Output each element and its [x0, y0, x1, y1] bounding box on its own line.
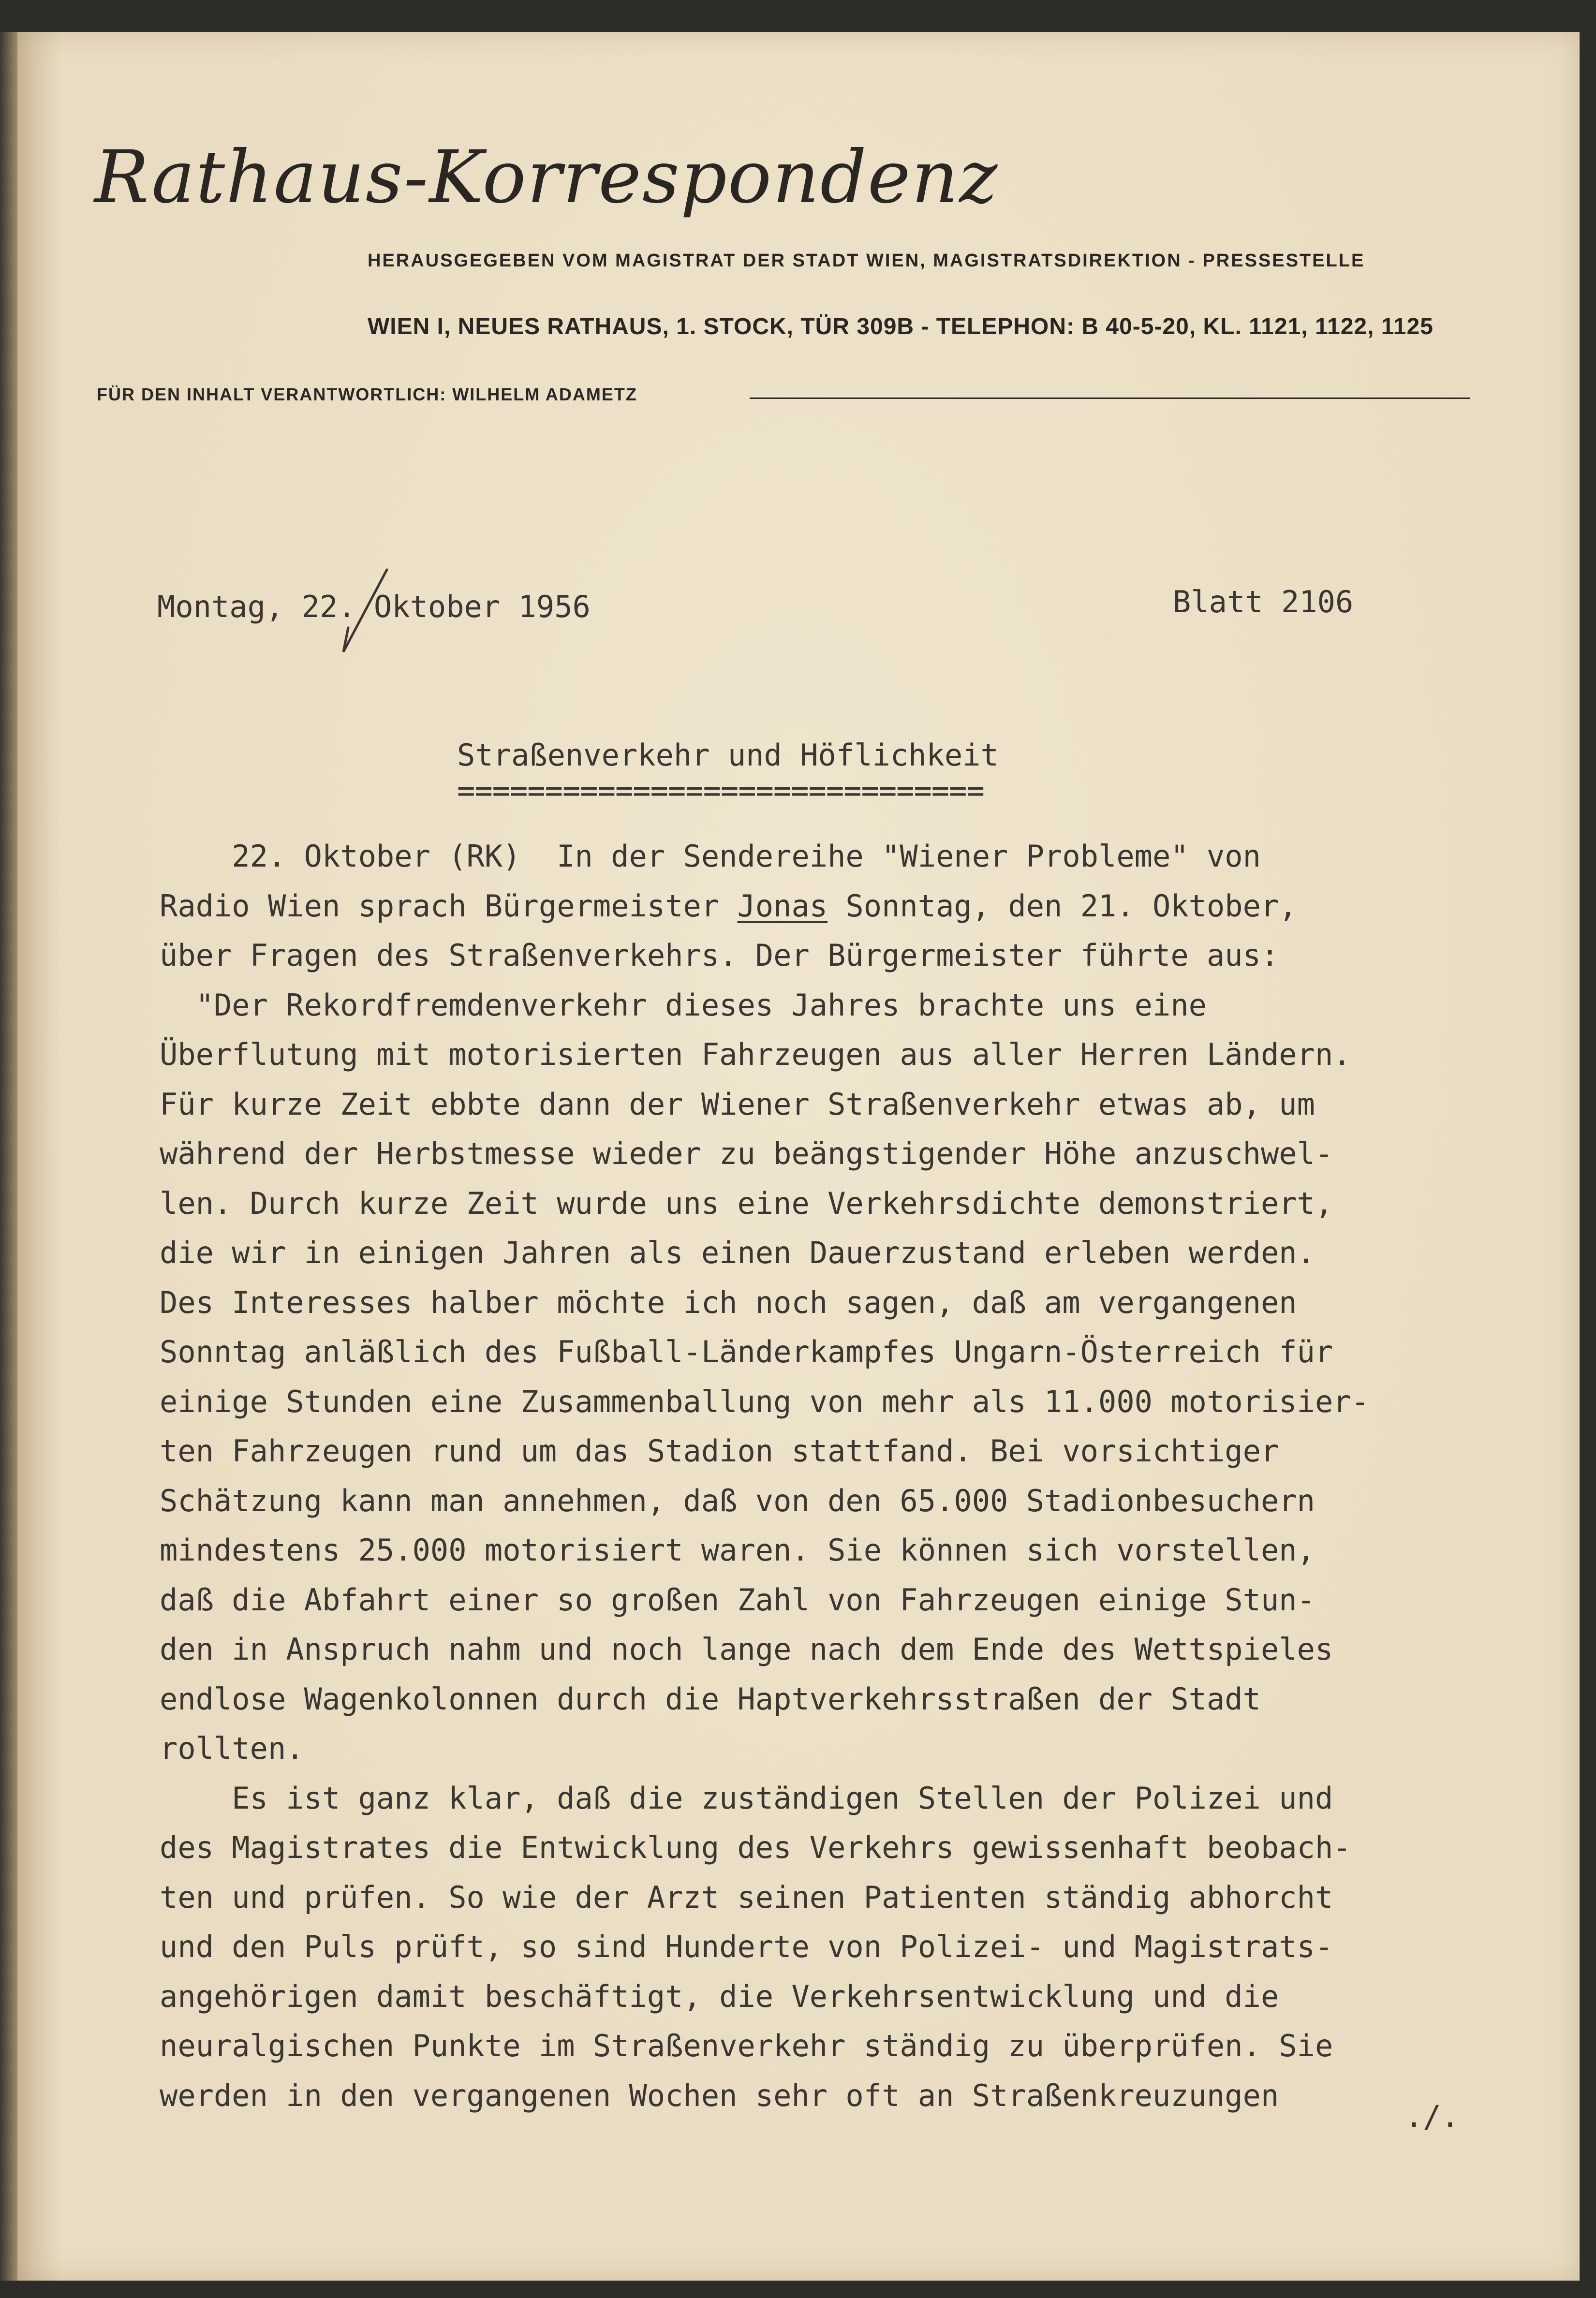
body-line: angehörigen damit beschäftigt, die Verkehrsentwicklung und die [160, 1978, 1279, 2014]
body-line: daß die Abfahrt einer so großen Zahl von Fahrzeugen einige Stun- [160, 1582, 1315, 1618]
body-line: des Magistrates die Entwicklung des Verkehrs gewissenhaft beobach- [160, 1830, 1351, 1865]
body-line: Es ist ganz klar, daß die zuständigen Stellen der Polizei und [160, 1780, 1333, 1816]
address-line: WIEN I, NEUES RATHAUS, 1. STOCK, TÜR 309B - TELEPHON: B 40-5-20, KL. 1121, 1122, 1125 [368, 314, 1433, 339]
check-mark-icon [339, 565, 392, 662]
underlined-name: Jonas [737, 888, 828, 924]
body-line: Überflutung mit motorisierten Fahrzeugen aus aller Herren Ländern. [160, 1037, 1351, 1072]
body-line: den in Anspruch nahm und noch lange nach dem Ende des Wettspieles [160, 1632, 1333, 1667]
continuation-mark: ./. [1405, 2099, 1459, 2134]
body-line: endlose Wagenkolonnen durch die Haptverkehrsstraßen der Stadt [160, 1681, 1261, 1717]
body-line: Sonntag anläßlich des Fußball-Länderkampfes Ungarn-Österreich für [160, 1334, 1333, 1370]
body-line: werden in den vergangenen Wochen sehr oft an Straßenkreuzungen [160, 2077, 1279, 2113]
sheet-number: Blatt 2106 [1173, 584, 1354, 619]
body-line: Für kurze Zeit ebbte dann der Wiener Straßenverkehr etwas ab, um [160, 1086, 1315, 1122]
body-line: Schätzung kann man annehmen, daß von den 65.000 Stadionbesuchern [160, 1483, 1315, 1518]
responsible-rule [750, 398, 1470, 399]
title-underline: ============================== [457, 773, 984, 808]
body-line: während der Herbstmesse wieder zu beängstigender Höhe anzuschwel- [160, 1136, 1333, 1171]
body-line: Radio Wien sprach Bürgermeister Jonas Sonntag, den 21. Oktober, [160, 888, 1297, 924]
body-line: über Fragen des Straßenverkehrs. Der Bürgermeister führte aus: [160, 938, 1279, 973]
body-line: mindestens 25.000 motorisiert waren. Sie können sich vorstellen, [160, 1532, 1315, 1568]
responsible-line: FÜR DEN INHALT VERANTWORTLICH: WILHELM ADAMETZ [97, 384, 637, 404]
body-line: und den Puls prüft, so sind Hunderte von Polizei- und Magistrats- [160, 1929, 1333, 1964]
article-title: Straßenverkehr und Höflichkeit [457, 737, 999, 773]
body-line: neuralgischen Punkte im Straßenverkehr ständig zu überprüfen. Sie [160, 2028, 1333, 2063]
body-line: "Der Rekordfremdenverkehr dieses Jahres brachte uns eine [160, 987, 1207, 1023]
publisher-line: HERAUSGEGEBEN VOM MAGISTRAT DER STADT WIEN, MAGISTRATSDIREKTION - PRESSESTELLE [368, 250, 1365, 271]
article-body [160, 832, 1369, 2121]
body-line: die wir in einigen Jahren als einen Dauerzustand erleben werden. [160, 1235, 1315, 1270]
masthead-title: Rathaus-Korrespondenz [94, 135, 999, 220]
body-line: ten und prüfen. So wie der Arzt seinen Patienten ständig abhorcht [160, 1879, 1333, 1915]
body-line: 22. Oktober (RK) In der Sendereihe "Wiener Probleme" von [160, 839, 1261, 874]
body-line: Des Interesses halber möchte ich noch sagen, daß am vergangenen [160, 1284, 1297, 1320]
body-line: rollten. [160, 1731, 304, 1766]
body-line: ten Fahrzeugen rund um das Stadion stattfand. Bei vorsichtiger [160, 1433, 1279, 1469]
body-line: einige Stunden eine Zusammenballung von mehr als 11.000 motorisier- [160, 1384, 1369, 1419]
body-line: len. Durch kurze Zeit wurde uns eine Verkehrsdichte demonstriert, [160, 1185, 1333, 1221]
date-line: Montag, 22. Oktober 1956 [157, 589, 591, 624]
